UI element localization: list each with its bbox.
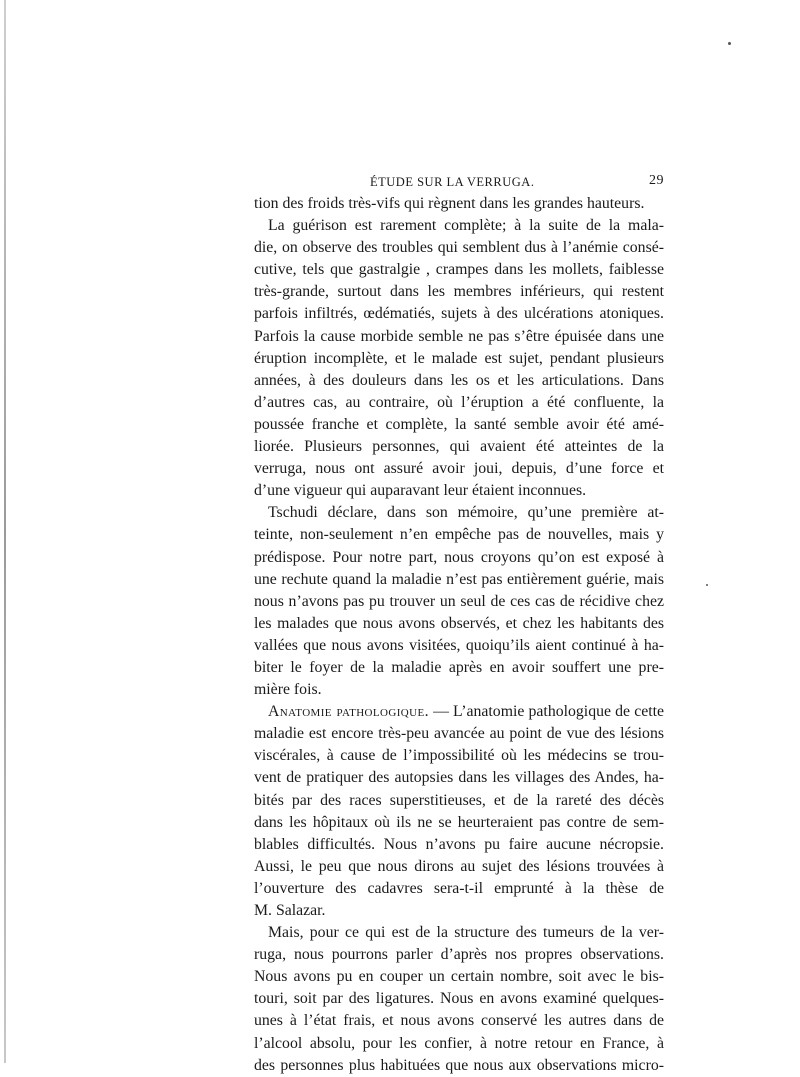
- text-line: Nous avons pu en couper un certain nombre, soit avec le bis-: [254, 968, 664, 986]
- page-edge-shadow: [4, 0, 6, 1063]
- text-line: M. Salazar.: [254, 902, 326, 919]
- text-line: vallées que nous avons visitées, quoiqu’ils aient continué à ha-: [254, 636, 664, 654]
- text-line: tion des froids très-vifs qui règnent dans les grandes hauteurs.: [254, 195, 645, 212]
- text-line: années, à des douleurs dans les os et les articulations. Dans: [254, 371, 664, 389]
- text-line: Aussi, le peu que nous dirons au sujet des lésions trouvées à: [254, 857, 664, 875]
- section-heading: Anatomie pathologique.: [268, 703, 429, 721]
- text-line: d’une vigueur qui auparavant leur étaient inconnues.: [254, 482, 587, 500]
- text-line: l’alcool absolu, pour les confier, à notre retour en France, à: [254, 1034, 664, 1052]
- text-line: — L’anatomie pathologique de cette: [433, 703, 665, 721]
- text-line: éruption incomplète, et le malade est sujet, pendant plusieurs: [254, 349, 664, 367]
- page-number: 29: [649, 173, 664, 188]
- text-line: dans les hôpitaux où ils ne se heurteraient pas contre de sem-: [254, 813, 664, 831]
- text-line: prédispose. Pour notre part, nous croyons qu’on est exposé à: [254, 548, 664, 566]
- text-line: La guérison est rarement complète; à la suite de la mala-: [268, 217, 664, 235]
- text-line: liorée. Plusieurs personnes, qui avaient été atteintes de la: [254, 438, 664, 456]
- text-line: une rechute quand la maladie n’est pas entièrement guérie, mais: [254, 570, 664, 588]
- section-line: [254, 701, 664, 723]
- text-line: Mais, pour ce qui est de la structure des tumeurs de la ver-: [268, 924, 664, 942]
- text-line: les malades que nous avons observés, et chez les habitants des: [254, 614, 664, 632]
- text-line: ruga, nous pourrons parler d’après nos propres observations.: [254, 946, 664, 964]
- text-line: d’autres cas, au contraire, où l’éruption a été confluente, la: [254, 393, 664, 411]
- text-line: unes à l’état frais, et nous avons conservé les autres dans de: [254, 1012, 664, 1030]
- text-line: verruga, nous ont assuré avoir joui, depuis, d’une force et: [254, 460, 664, 478]
- text-line: bités par des races superstitieuses, et de la rareté des décès: [254, 791, 664, 809]
- text-line: vent de pratiquer des autopsies dans les villages des Andes, ha-: [254, 769, 664, 787]
- running-header: [258, 172, 664, 192]
- text-line: l’ouverture des cadavres sera-t-il emprunté à la thèse de: [254, 879, 664, 897]
- body-text: [254, 193, 664, 1077]
- text-line: parfois infiltrés, œdématiés, sujets à des ulcérations atoniques.: [254, 305, 664, 323]
- text-line: très-grande, surtout dans les membres inférieurs, qui restent: [254, 283, 664, 301]
- text-line: poussée franche et complète, la santé semble avoir été amé-: [254, 415, 664, 433]
- text-line: maladie est encore très-peu avancée au point de vue des lésions: [254, 725, 664, 743]
- text-line: Parfois la cause morbide semble ne pas s’être épuisée dans une: [254, 327, 664, 345]
- text-line: des personnes plus habituées que nous aux observations micro-: [254, 1056, 664, 1074]
- text-line: blables difficultés. Nous n’avons pu faire aucune nécropsie.: [254, 835, 664, 853]
- text-line: viscérales, à cause de l’impossibilité où les médecins se trou-: [254, 747, 664, 765]
- ink-speck: [706, 584, 708, 586]
- text-line: Tschudi déclare, dans son mémoire, qu’une première at-: [268, 504, 664, 522]
- text-line: biter le foyer de la maladie après en avoir souffert une pre-: [254, 658, 664, 676]
- running-title: ÉTUDE SUR LA VERRUGA.: [370, 175, 535, 189]
- text-line: cutive, tels que gastralgie , crampes dans les mollets, faiblesse: [254, 261, 664, 279]
- text-line: nous n’avons pas pu trouver un seul de ces cas de récidive chez: [254, 592, 664, 610]
- text-line: touri, soit par des ligatures. Nous en avons examiné quelques-: [254, 990, 664, 1008]
- text-line: mière fois.: [254, 681, 322, 699]
- text-line: die, on observe des troubles qui semblent dus à l’anémie consé-: [254, 239, 664, 257]
- ink-speck: [728, 42, 731, 45]
- text-line: teinte, non-seulement n’en empêche pas de nouvelles, mais y: [254, 526, 664, 544]
